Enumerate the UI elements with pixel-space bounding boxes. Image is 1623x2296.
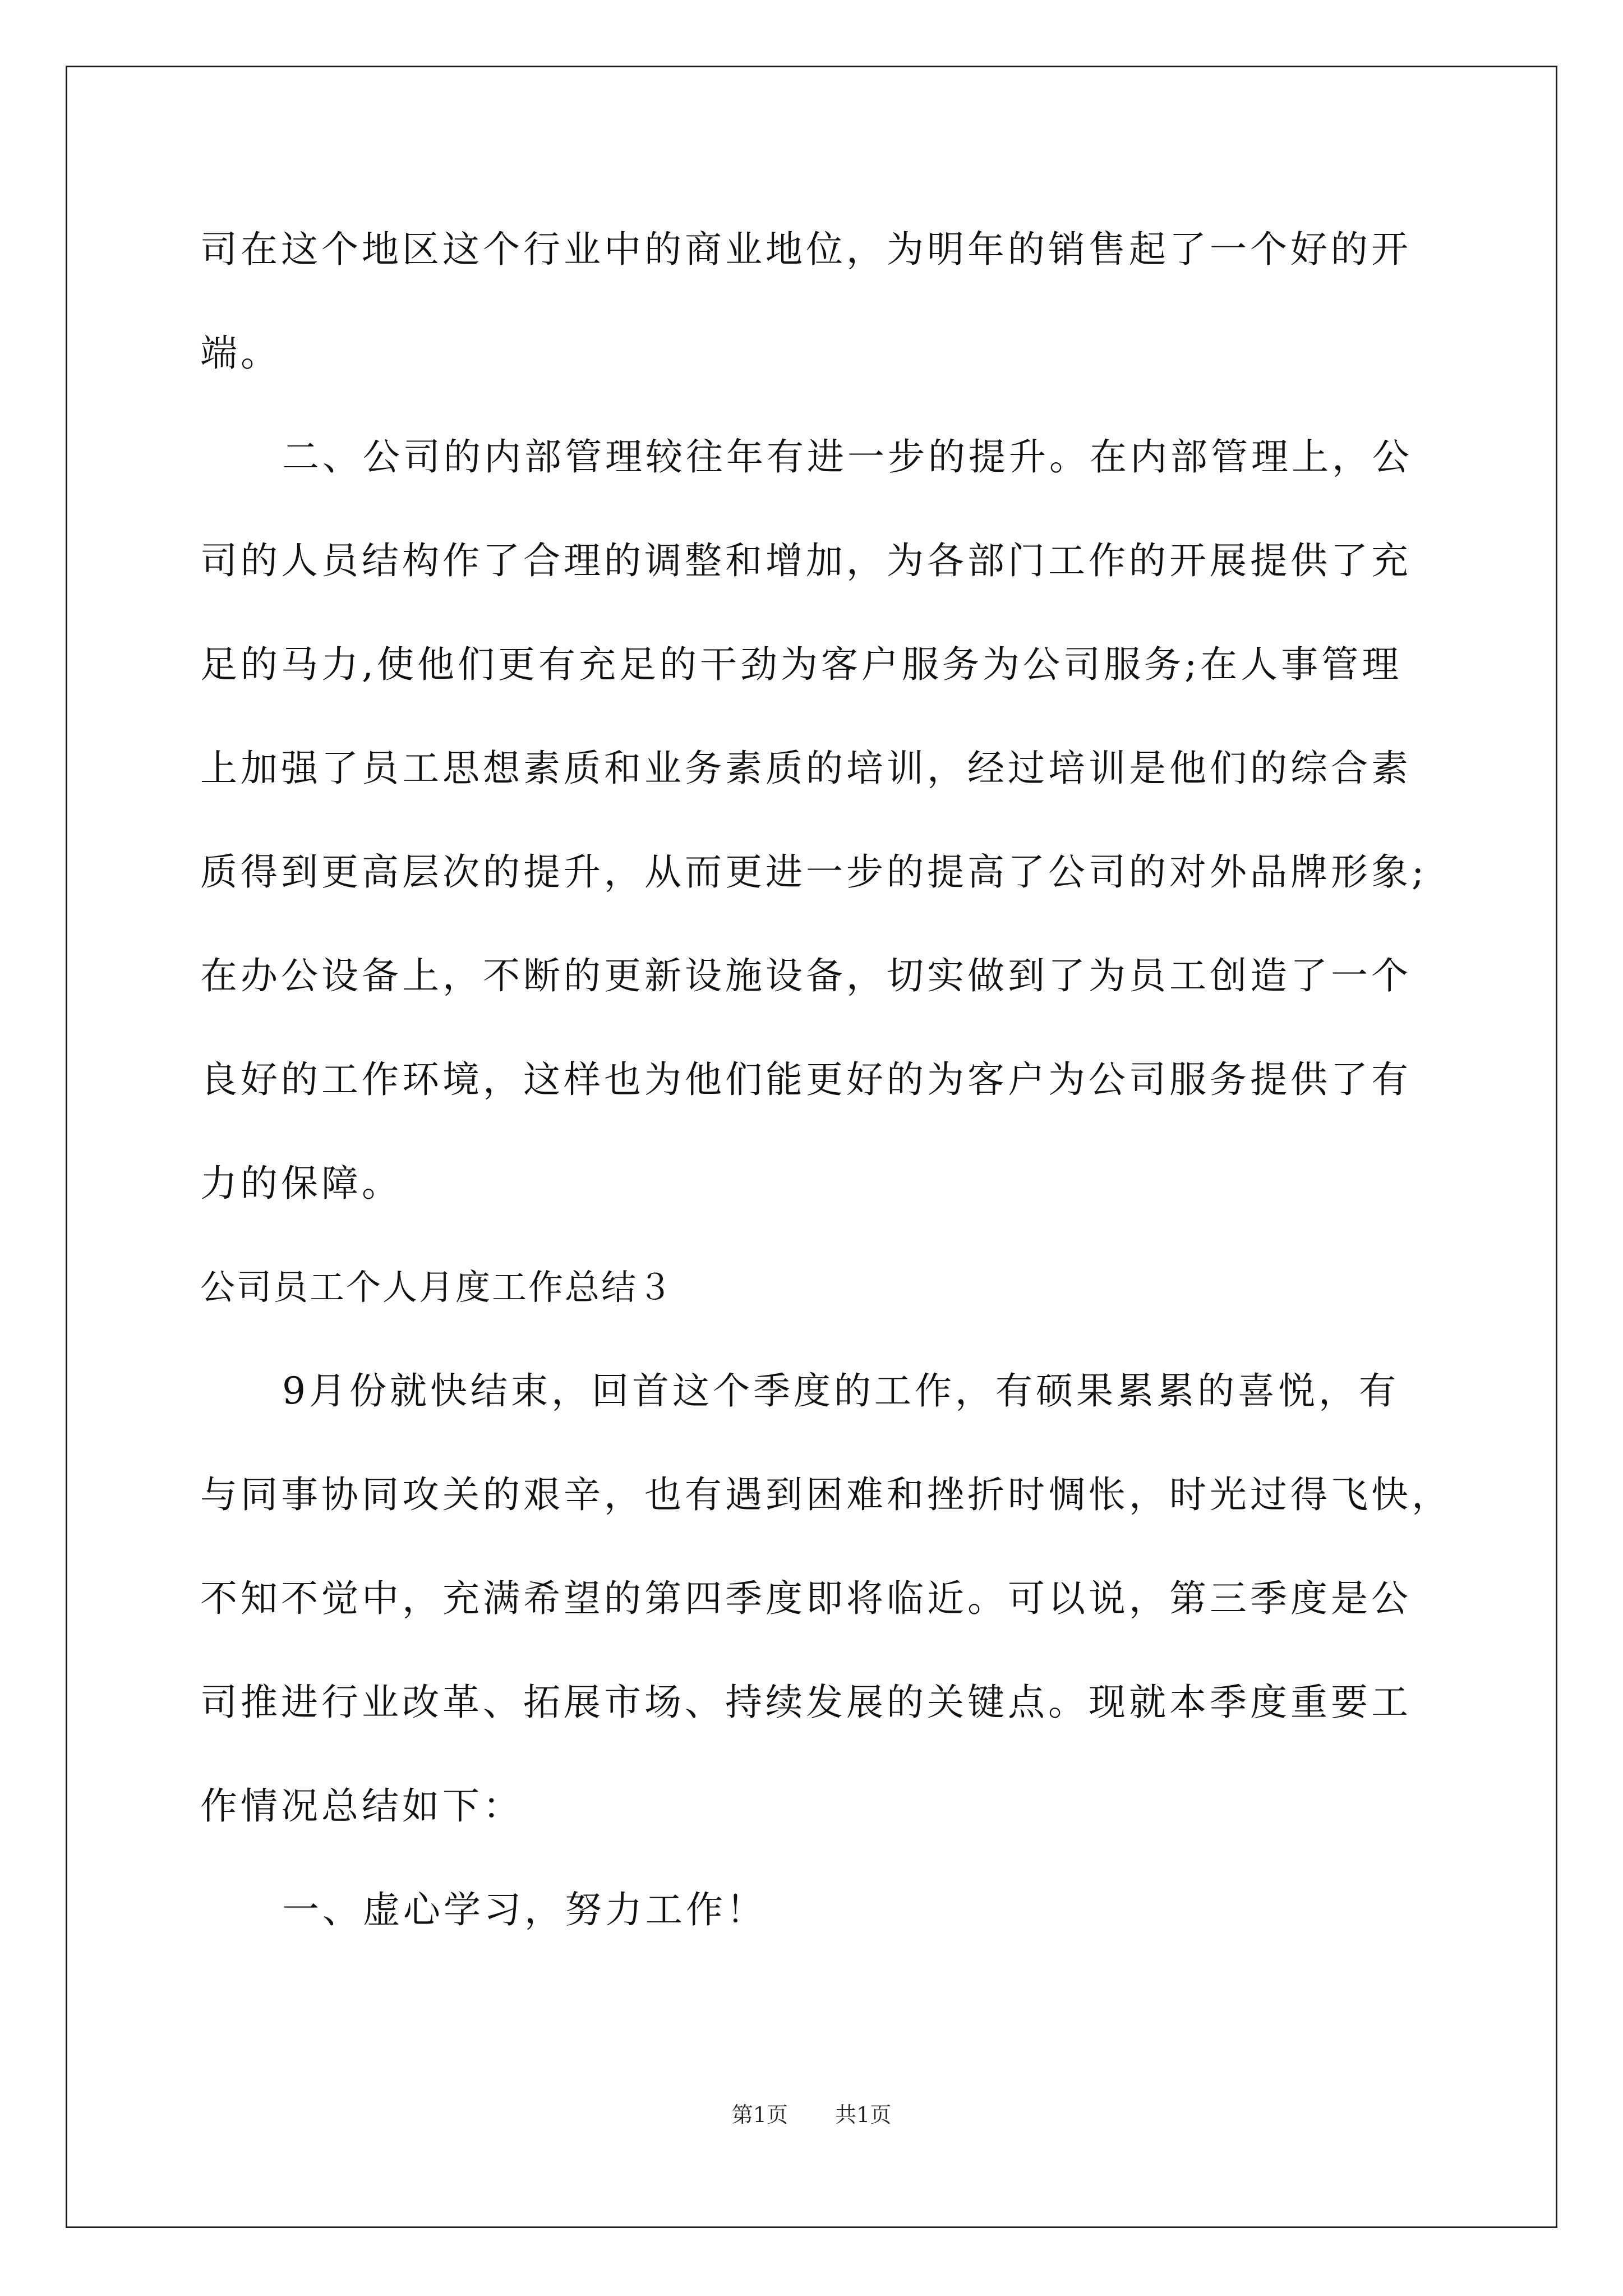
page-total: 共1页 xyxy=(835,2102,892,2127)
body-line: 力的保障。 xyxy=(200,1162,402,1205)
paragraph-start-line: 二、公司的内部管理较往年有进一步的提升。在内部管理上，公 xyxy=(282,435,1413,478)
body-line: 端。 xyxy=(200,332,281,375)
body-line: 在办公设备上，不断的更新设施设备，切实做到了为员工创造了一个 xyxy=(200,954,1412,997)
paragraph-start-line: 9月份就快结束，回首这个季度的工作，有硕果累累的喜悦，有 xyxy=(282,1369,1399,1412)
body-line: 足的马力,使他们更有充足的干劲为客户服务为公司服务;在人事管理 xyxy=(200,643,1403,686)
body-line: 与同事协同攻关的艰辛，也有遇到困难和挫折时惆怅，时光过得飞快， xyxy=(200,1473,1452,1516)
body-line: 作情况总结如下： xyxy=(200,1784,523,1828)
section-heading: 公司员工个人月度工作总结３ xyxy=(200,1267,675,1308)
body-line: 质得到更高层次的提升，从而更进一步的提高了公司的对外品牌形象; xyxy=(200,850,1428,894)
body-line: 司推进行业改革、拓展市场、持续发展的关键点。现就本季度重要工 xyxy=(200,1681,1412,1724)
body-line: 良好的工作环境，这样也为他们能更好的为客户为公司服务提供了有 xyxy=(200,1058,1412,1101)
subheading-line: 一、虚心学习，努力工作！ xyxy=(282,1888,767,1931)
page-number: 第1页 xyxy=(731,2102,788,2127)
body-line: 不知不觉中，充满希望的第四季度即将临近。可以说，第三季度是公 xyxy=(200,1577,1412,1620)
body-line: 司在这个地区这个行业中的商业地位，为明年的销售起了一个好的开 xyxy=(200,228,1412,271)
body-line: 司的人员结构作了合理的调整和增加，为各部门工作的开展提供了充 xyxy=(200,539,1412,582)
body-line: 上加强了员工思想素质和业务素质的培训，经过培训是他们的综合素 xyxy=(200,747,1412,790)
page-footer xyxy=(0,2101,1623,2129)
